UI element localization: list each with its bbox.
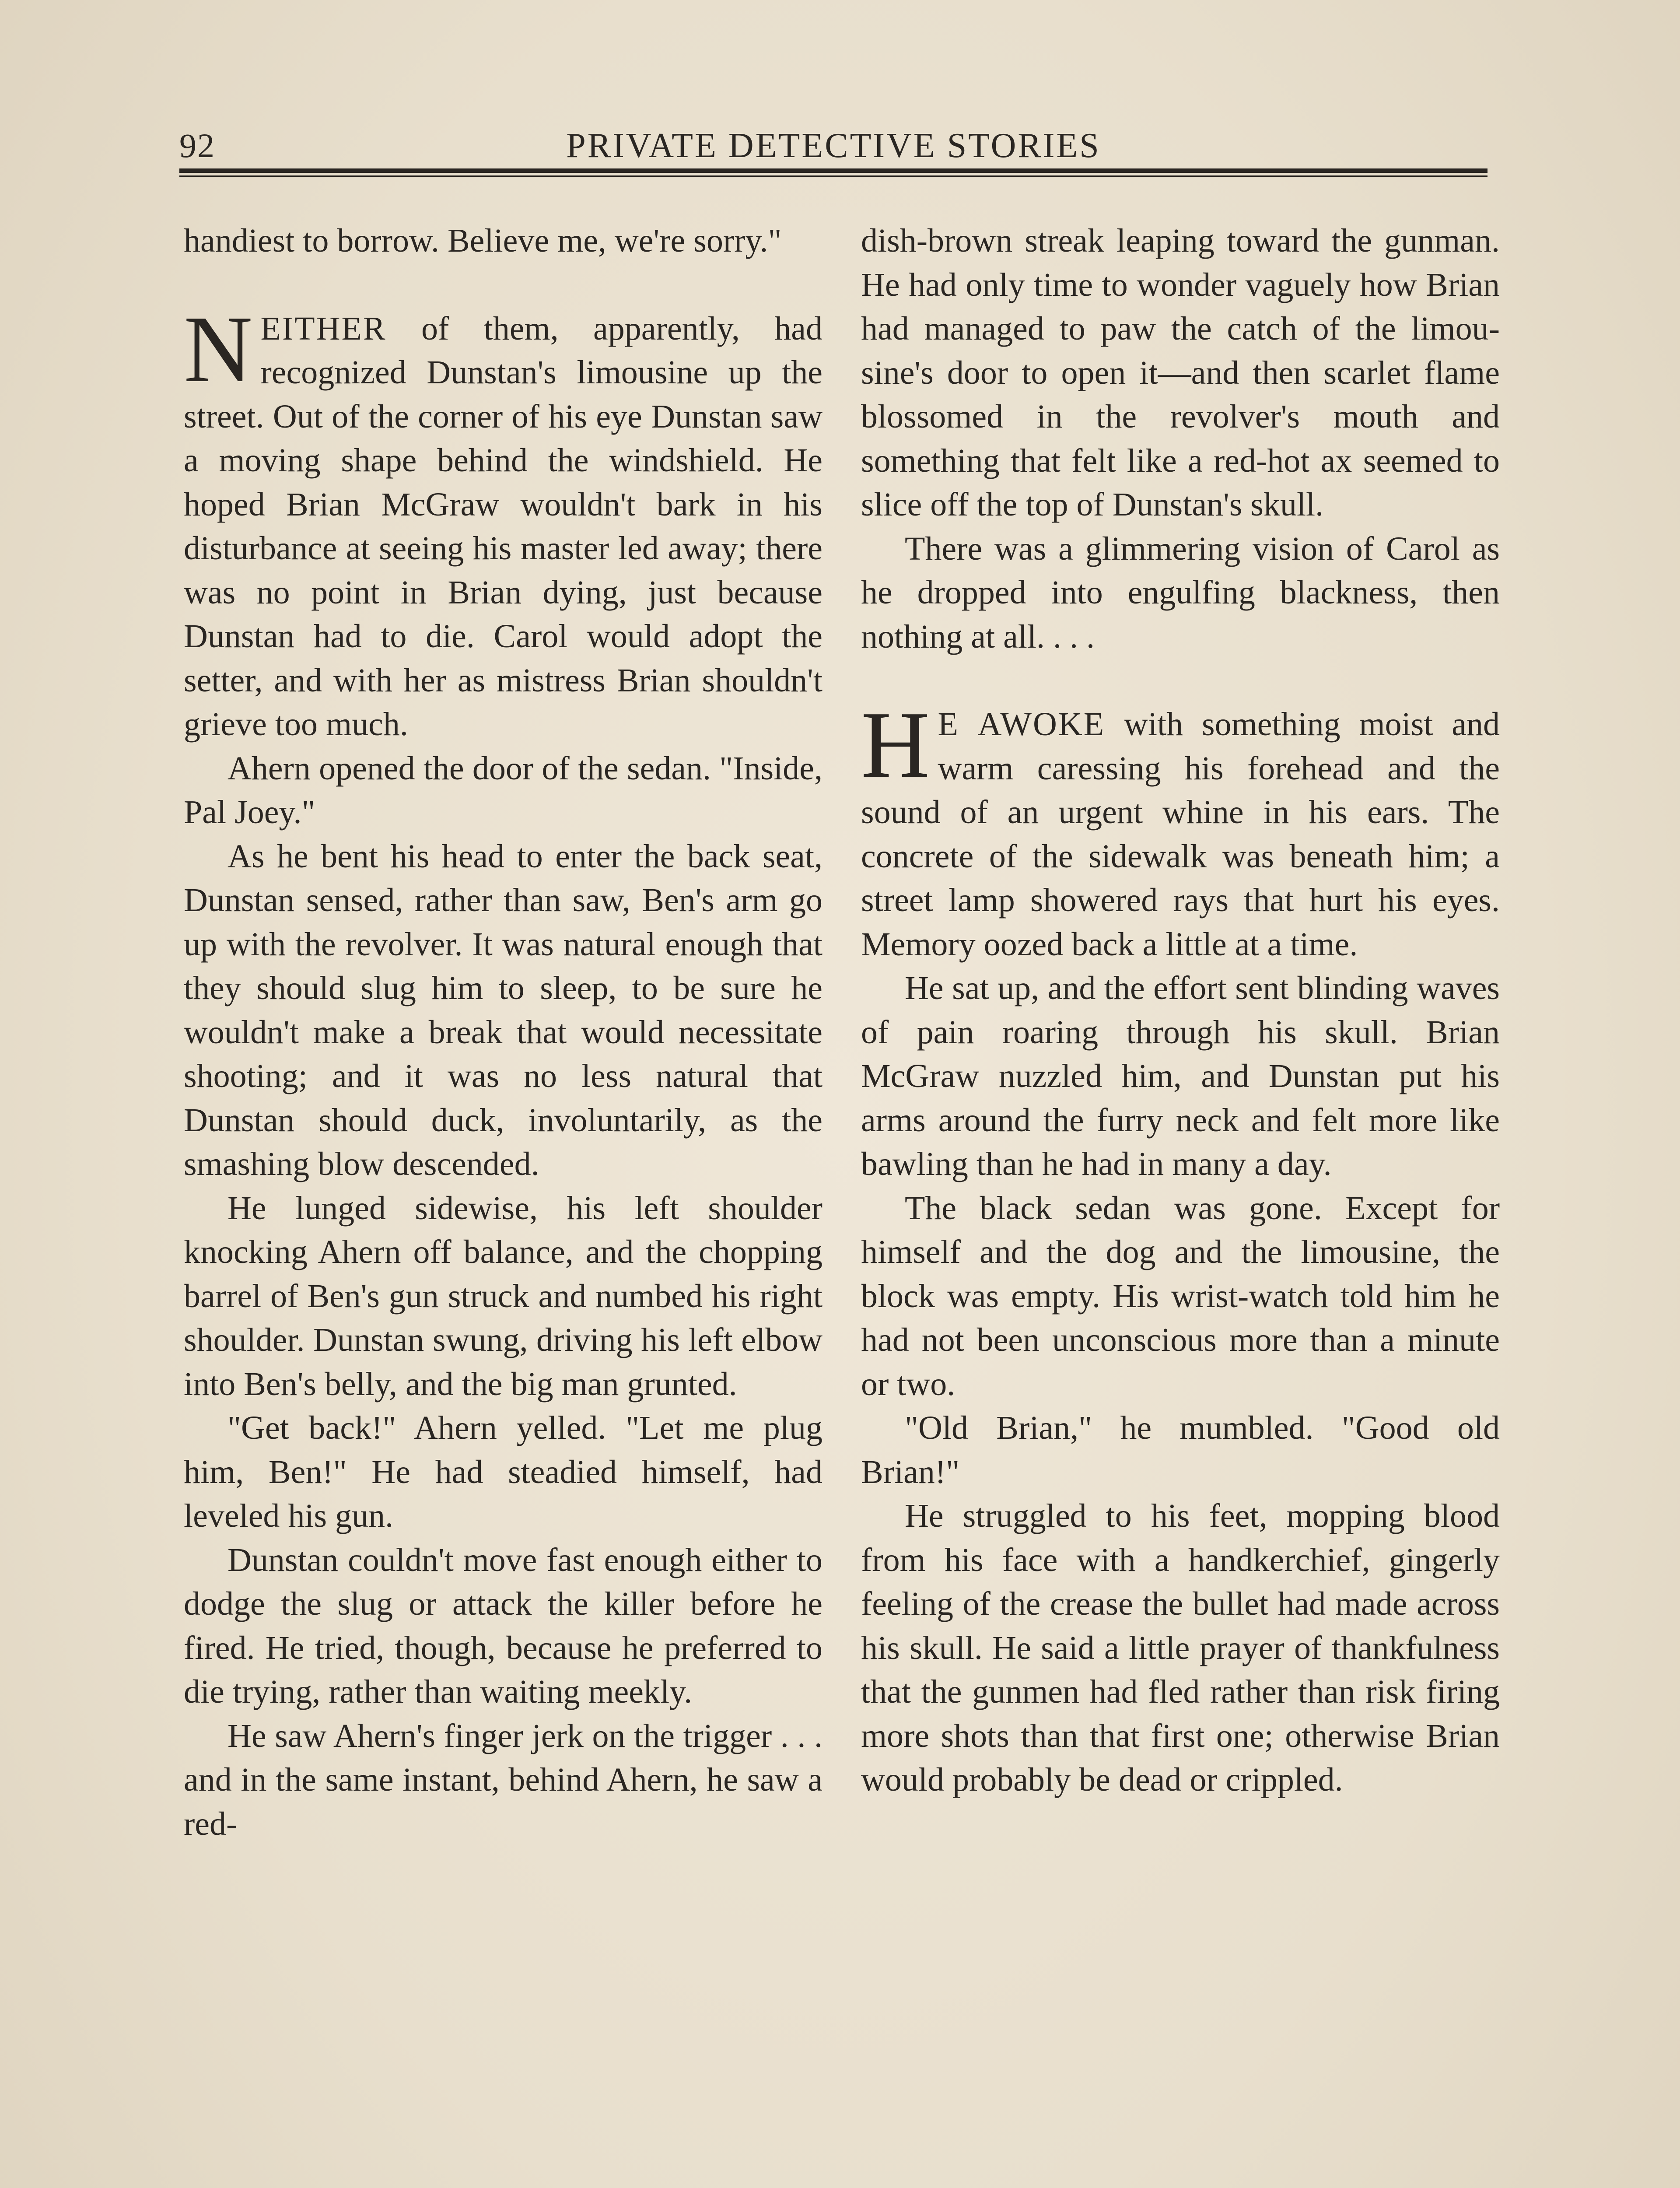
drop-cap: N: [184, 296, 253, 402]
paragraph: Ahern opened the door of the sedan. "Inside, Pal Joey.": [184, 750, 822, 831]
lead-in-caps: EITHER: [260, 310, 387, 347]
paragraph: dish-brown streak leaping toward the gunman. He had only time to wonder vaguely how Brian had managed to paw the catch of the limousine's door to open it—and then scarlet flame blossomed in the revolver's mouth and something that felt like a red-hot ax seemed to slice off the top of Dunstan's skull.: [861, 222, 1500, 523]
paragraph: The black sedan was gone. Except for himself and the dog and the limousine, the block was empty. His wrist-watch told him he had not been unconscious more than a minute or two.: [861, 1189, 1500, 1403]
lead-in-caps: E AWOKE: [938, 706, 1106, 743]
paragraph: Dunstan couldn't move fast enough either to dodge the slug or attack the killer before he fired. He tried, though, because he preferred to die trying, rather than waiting meekly.: [184, 1541, 822, 1710]
paragraph: He struggled to his feet, mopping blood from his face with a handkerchief, gingerly feeling of the crease the bullet had made across his skull. He said a little prayer of thankfulness that the gunmen had fled rather than risk firing more shots than that first one; otherwise Brian would probably be dead or crippled.: [861, 1497, 1500, 1798]
paragraph: As he bent his head to enter the back seat, Dunstan sensed, rather than saw, Ben's arm go up with the revolver. It was natural enough that they should slug him to sleep, to be sure he wouldn't make a break that would necessitate shooting; and it was no less natural that Dunstan should duck, involuntarily, as the smashing blow descended.: [184, 838, 822, 1182]
paragraph-text: with something moist and warm caressing his forehead and the sound of an urgent whine in his ears. The concrete of the sidewalk was beneath him; a street lamp showered rays that hurt his eyes. Memory oozed back a little at a time.: [861, 706, 1500, 963]
paragraph: handiest to borrow. Believe me, we're sorry.": [184, 222, 782, 259]
section-opening-paragraph: [861, 692, 1500, 966]
paragraph-text: of them, apparently, had recognized Dunstan's limousine up the street. Out of the corner of his eye Dunstan saw a moving shape behind the windshield. He hoped Brian McGraw wouldn't bark in his disturbance at seeing his master led away; there was no point in Brian dying, just because Dunstan had to die. Carol would adopt the setter, and with her as mistress Brian shouldn't grieve too much.: [184, 310, 822, 743]
page-header: [179, 118, 1488, 166]
left-column: [184, 219, 822, 1846]
paragraph: He saw Ahern's finger jerk on the trigger . . . and in the same instant, behind Ahern, he saw a red-: [184, 1717, 822, 1842]
paragraph: He sat up, and the effort sent blinding waves of pain roaring through his skull. Brian McGraw nuzzled him, and Dunstan put his arms around the furry neck and felt more like bawling than he had in many a day.: [861, 970, 1500, 1182]
running-title: PRIVATE DETECTIVE STORIES: [566, 126, 1101, 165]
drop-cap: H: [861, 692, 930, 798]
section-opening-paragraph: [184, 296, 822, 747]
paragraph: He lunged sidewise, his left shoulder knocking Ahern off balance, and the chopping barrel of Ben's gun struck and numbed his right shoulder. Dunstan swung, driving his left elbow into Ben's belly, and the big man grunted.: [184, 1189, 822, 1403]
header-rule: [179, 168, 1488, 177]
right-column: [861, 219, 1500, 1802]
paragraph: There was a glimmering vision of Carol as he dropped into engulfing blackness, then nothing at all. . . .: [861, 530, 1500, 655]
paragraph: "Old Brian," he mumbled. "Good old Brian!": [861, 1410, 1500, 1490]
paragraph: "Get back!" Ahern yelled. "Let me plug him, Ben!" He had steadied himself, had leveled his gun.: [184, 1410, 822, 1534]
page-number: 92: [179, 126, 215, 165]
